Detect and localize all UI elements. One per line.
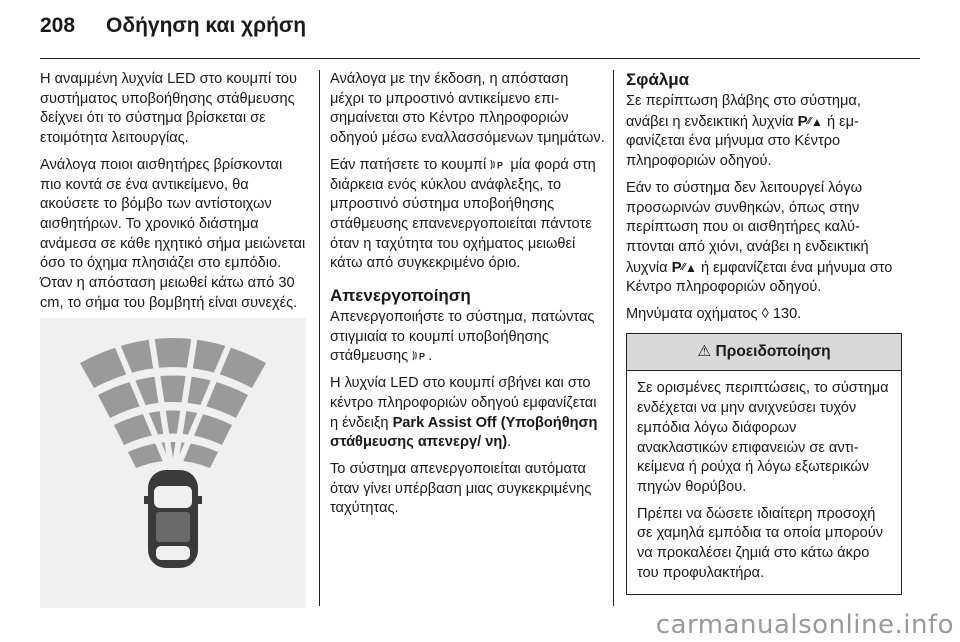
paragraph (626, 92, 902, 172)
column-divider (319, 70, 320, 606)
text-span: Μηνύματα οχήματος (626, 306, 758, 323)
svg-text:P: P (419, 351, 426, 362)
park-assist-button-icon (412, 350, 428, 361)
text-span: Εάν πατήσετε το κουμπί (330, 156, 487, 173)
park-assist-warning-icon: P⁄⁄▲ (671, 258, 697, 276)
column-3 (626, 70, 902, 595)
column-1 (40, 70, 306, 320)
paragraph (330, 374, 605, 453)
paragraph: Το σύστημα απενεργοποιείται αυτόματα όταν γίνει υπέρβαση μιας συγκεκριμένης ταχύτητας. (330, 460, 592, 517)
paragraph: Ανάλογα ποιοι αισθητήρες βρίσκονται πιο κοντά σε ένα αντικείμενο, θα ακούσετε το βόμβο των αντίστοιχων αισθητήρων. Το χρονικό διάστημα ανάμεσα σε κάθε ηχητικό σήμα μειώνεται όσο το όχημα πλησιάζει στο εμπόδιο. Όταν η απόσταση μειωθεί κάτω από 30 cm, το σήμα του βομβητή είναι συνεχές. (40, 156, 306, 311)
paragraph: Πρέπει να δώσετε ιδιαίτερη προσοχή σε χαμηλά εμπόδια τα οποία μπορούν να προκαλέσει ζημιά στο κάτω άκρο του προφυλακτήρα. (637, 505, 884, 581)
warning-header (627, 334, 901, 372)
park-assist-warning-icon: P⁄⁄▲ (797, 112, 823, 130)
display-message: Park Assist Off (Υποβοήθηση στάθμευσης απενεργ/ νη) (330, 414, 598, 451)
paragraph (626, 305, 902, 325)
paragraph: Σε ορισμένες περιπτώσεις, το σύστημα ενδέχεται να μην ανιχνεύσει τυχόν εμπόδια λόγω διάφορων ανακλαστικών επιφανειών σε αντικείμενα ή ρούχα ή λόγω εξωτερικών πηγών θορύβου. (637, 380, 889, 495)
sensor-zones-graphic (40, 318, 306, 608)
text-span: Απενεργοποιήστε το σύστημα, πατώντας στιγμιαία το κουμπί υποβοήθησης στάθμευσης (330, 309, 595, 365)
warning-box (626, 333, 902, 596)
section-heading: Σφάλμα (626, 70, 690, 89)
cross-reference-arrow-icon: ◊ (761, 306, 769, 323)
text-span: μία φορά στη διάρκεια ενός κύκλου ανάφλεξης, το μπροστινό σύστημα υποβοήθησης στάθμευσης επανενεργοποιείται πάντοτε όταν η ταχύτητα του οχήματος μειωθεί κάτω από συγκεκριμένο όριο. (330, 156, 596, 272)
text-span: ή εμφανίζεται ένα μήνυμα στο Κέντρο πληροφοριών οδηγού. (626, 113, 859, 170)
svg-text:P: P (497, 160, 504, 170)
paragraph (330, 156, 605, 274)
park-assist-button-icon (490, 159, 506, 170)
warning-triangle-icon: ⚠ (697, 342, 712, 360)
paragraph (330, 308, 605, 367)
text-span: Σε περίπτωση βλάβης στο σύστημα, ανάβει η ενδεικτική λυχνία (626, 93, 861, 130)
text-span: . (507, 434, 512, 451)
page-reference: 130. (772, 306, 802, 323)
text-span: ή εμφανίζεται ένα μήνυμα στο Κέντρο πληροφοριών οδηγού. (626, 259, 893, 296)
page-number: 208 (40, 14, 76, 37)
section-heading: Απενεργοποίηση (330, 286, 471, 306)
warning-title: Προειδοποίηση (715, 342, 831, 360)
car-top-view (144, 470, 202, 568)
paragraph (626, 179, 902, 298)
text-span: Εάν το σύστημα δεν λειτουργεί λόγω προσωρινών συνθηκών, όπως στην περίπτωση που οι αισθητήρες καλύπτονται από χιόνι, ανάβει η ενδεικτική λυχνία (626, 179, 869, 276)
footer-watermark: carmanualsonline.info (655, 610, 954, 640)
paragraph: Η αναμμένη λυχνία LED στο κουμπί του συστήματος υποβοήθησης στάθμευσης δείχνει ότι το σύστημα βρίσκεται σε ετοιμότητα λειτουργίας. (40, 71, 298, 147)
sensor-zone-arcs (80, 338, 266, 468)
warning-body (627, 371, 901, 594)
column-divider (613, 70, 614, 606)
text-span: Η λυχνία LED στο κουμπί σβήνει και στο κέντρο πληροφοριών οδηγού εμφανίζεται η ένδειξη (330, 375, 597, 431)
paragraph: Ανάλογα με την έκδοση, η απόσταση μέχρι το μπροστινό αντικείμενο επισημαίνεται στο Κέντρο πληροφοριών οδηγού μέσω εναλλασσόμενων τμημάτων. (330, 71, 605, 147)
chapter-title: Οδήγηση και χρήση (106, 14, 307, 37)
column-2 (330, 70, 605, 526)
page-header (40, 14, 306, 44)
header-rule (40, 58, 920, 59)
text-span: . (428, 348, 433, 365)
parking-sensor-illustration (40, 318, 306, 608)
